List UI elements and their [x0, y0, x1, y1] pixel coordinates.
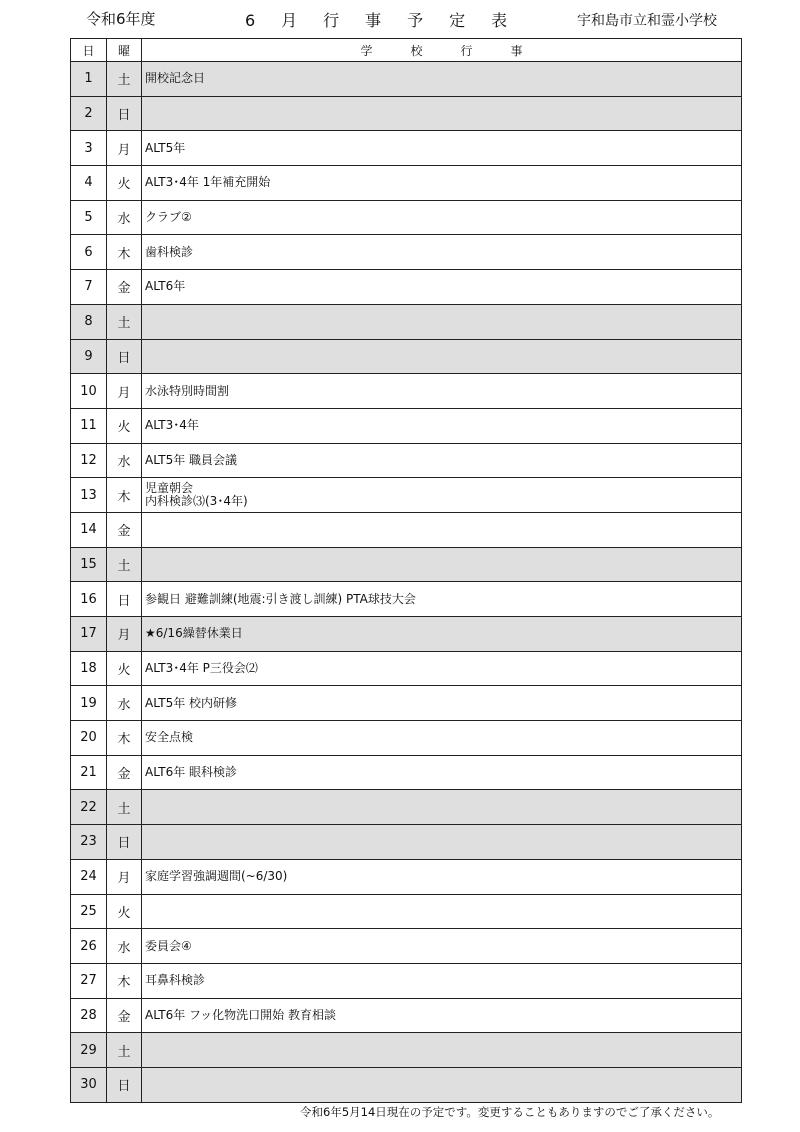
weekday-cell: 月: [107, 131, 142, 166]
table-row: [71, 998, 742, 1033]
table-row: [71, 825, 742, 860]
day-cell: 24: [71, 859, 107, 894]
day-cell: 18: [71, 651, 107, 686]
day-cell: 15: [71, 547, 107, 582]
events-cell: 安全点検: [142, 721, 742, 756]
events-cell: 家庭学習強調週間(~6/30): [142, 859, 742, 894]
weekday-cell: 水: [107, 686, 142, 721]
day-cell: 30: [71, 1067, 107, 1102]
column-header-events: 学校行事: [142, 39, 742, 62]
table-row: [71, 1033, 742, 1068]
events-cell: ALT6年: [142, 270, 742, 305]
table-row: [71, 651, 742, 686]
day-cell: 7: [71, 270, 107, 305]
table-header-row: [71, 39, 742, 62]
day-cell: 12: [71, 443, 107, 478]
events-cell: ALT5年 校内研修: [142, 686, 742, 721]
events-cell: 歯科検診: [142, 235, 742, 270]
day-cell: 16: [71, 582, 107, 617]
table-row: [71, 929, 742, 964]
day-cell: 11: [71, 408, 107, 443]
day-cell: 14: [71, 512, 107, 547]
day-cell: 19: [71, 686, 107, 721]
weekday-cell: 土: [107, 790, 142, 825]
header-year: 令和6年度: [86, 10, 156, 28]
events-cell: [142, 1033, 742, 1068]
weekday-cell: 木: [107, 963, 142, 998]
weekday-cell: 火: [107, 166, 142, 201]
weekday-cell: 月: [107, 859, 142, 894]
table-row: [71, 235, 742, 270]
table-row: [71, 582, 742, 617]
weekday-cell: 水: [107, 200, 142, 235]
events-cell: ALT6年 フッ化物洗口開始 教育相談: [142, 998, 742, 1033]
events-cell: 参観日 避難訓練(地震:引き渡し訓練) PTA球技大会: [142, 582, 742, 617]
events-cell: ALT5年 職員会議: [142, 443, 742, 478]
day-cell: 17: [71, 617, 107, 652]
events-cell: [142, 512, 742, 547]
table-row: [71, 270, 742, 305]
table-row: [71, 547, 742, 582]
day-cell: 20: [71, 721, 107, 756]
table-row: [71, 443, 742, 478]
weekday-cell: 金: [107, 512, 142, 547]
day-cell: 25: [71, 894, 107, 929]
weekday-cell: 土: [107, 62, 142, 97]
table-row: [71, 617, 742, 652]
weekday-cell: 火: [107, 408, 142, 443]
day-cell: 28: [71, 998, 107, 1033]
day-cell: 9: [71, 339, 107, 374]
table-row: [71, 304, 742, 339]
events-cell: [142, 1067, 742, 1102]
weekday-cell: 木: [107, 721, 142, 756]
table-row: [71, 131, 742, 166]
events-cell: [142, 790, 742, 825]
column-header-day: 日: [71, 39, 107, 62]
day-cell: 23: [71, 825, 107, 860]
column-header-weekday: 曜: [107, 39, 142, 62]
events-cell: 耳鼻科検診: [142, 963, 742, 998]
events-cell: [142, 96, 742, 131]
table-row: [71, 1067, 742, 1102]
events-cell: 児童朝会 内科検診⑶(3･4年): [142, 478, 742, 513]
weekday-cell: 水: [107, 929, 142, 964]
events-cell: [142, 894, 742, 929]
weekday-cell: 金: [107, 998, 142, 1033]
events-cell: ALT3･4年 1年補充開始: [142, 166, 742, 201]
table-row: [71, 721, 742, 756]
events-cell: 開校記念日: [142, 62, 742, 97]
weekday-cell: 火: [107, 894, 142, 929]
day-cell: 2: [71, 96, 107, 131]
day-cell: 21: [71, 755, 107, 790]
events-cell: ALT6年 眼科検診: [142, 755, 742, 790]
school-name: 宇和島市立和霊小学校: [577, 13, 717, 29]
table-row: [71, 408, 742, 443]
weekday-cell: 日: [107, 339, 142, 374]
weekday-cell: 日: [107, 96, 142, 131]
events-cell: 水泳特別時間割: [142, 374, 742, 409]
day-cell: 27: [71, 963, 107, 998]
events-cell: 委員会④: [142, 929, 742, 964]
events-cell: [142, 825, 742, 860]
day-cell: 1: [71, 62, 107, 97]
table-row: [71, 963, 742, 998]
day-cell: 10: [71, 374, 107, 409]
day-cell: 3: [71, 131, 107, 166]
day-cell: 8: [71, 304, 107, 339]
table-row: [71, 62, 742, 97]
weekday-cell: 日: [107, 582, 142, 617]
weekday-cell: 土: [107, 547, 142, 582]
weekday-cell: 月: [107, 617, 142, 652]
weekday-cell: 日: [107, 825, 142, 860]
table-row: [71, 755, 742, 790]
weekday-cell: 火: [107, 651, 142, 686]
weekday-cell: 金: [107, 270, 142, 305]
events-cell: [142, 339, 742, 374]
events-cell: [142, 547, 742, 582]
table-row: [71, 200, 742, 235]
weekday-cell: 土: [107, 304, 142, 339]
table-row: [71, 790, 742, 825]
weekday-cell: 水: [107, 443, 142, 478]
table-row: [71, 96, 742, 131]
weekday-cell: 月: [107, 374, 142, 409]
table-row: [71, 374, 742, 409]
events-cell: クラブ②: [142, 200, 742, 235]
table-row: [71, 166, 742, 201]
day-cell: 29: [71, 1033, 107, 1068]
weekday-cell: 土: [107, 1033, 142, 1068]
events-cell: ALT3･4年 P三役会⑵: [142, 651, 742, 686]
weekday-cell: 木: [107, 235, 142, 270]
events-cell: ★6/16繰替休業日: [142, 617, 742, 652]
events-cell: ALT5年: [142, 131, 742, 166]
day-cell: 5: [71, 200, 107, 235]
weekday-cell: 金: [107, 755, 142, 790]
day-cell: 26: [71, 929, 107, 964]
day-cell: 4: [71, 166, 107, 201]
weekday-cell: 木: [107, 478, 142, 513]
footer-note: 令和6年5月14日現在の予定です。変更することもありますのでご了承ください。: [300, 1105, 720, 1119]
events-cell: ALT3･4年: [142, 408, 742, 443]
table-row: [71, 478, 742, 513]
table-row: [71, 894, 742, 929]
weekday-cell: 日: [107, 1067, 142, 1102]
table-row: [71, 686, 742, 721]
schedule-table: [70, 38, 742, 1103]
day-cell: 13: [71, 478, 107, 513]
table-row: [71, 339, 742, 374]
table-row: [71, 859, 742, 894]
table-row: [71, 512, 742, 547]
events-cell: [142, 304, 742, 339]
day-cell: 22: [71, 790, 107, 825]
page-title: 6月行事予定表: [245, 11, 534, 30]
day-cell: 6: [71, 235, 107, 270]
